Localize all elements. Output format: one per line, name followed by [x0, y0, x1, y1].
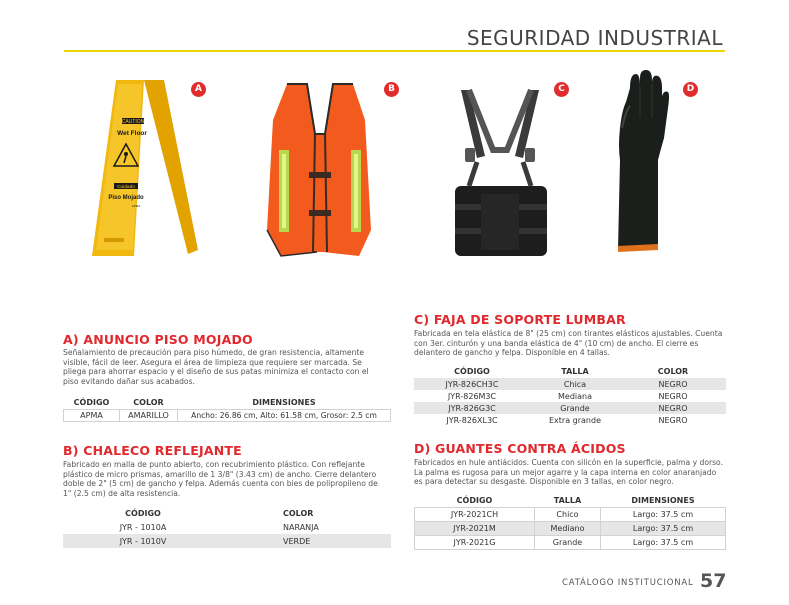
page-number: 57	[700, 570, 727, 592]
product-image-reflective-vest	[257, 80, 383, 260]
table-cell: JYR-2021CH	[415, 508, 535, 522]
table-a-header-dimensiones: DIMENSIONES	[252, 398, 316, 407]
section-description-b: Fabricado en malla de punto abierto, con recubrimiento plástico. Con reflejante plástico de micro prismas, amarillo de 1 3/8" (3.43 cm) de ancho. Cierre delantero doble de 2" (5 cm) de gancho y felpa. Además cuenta con bies de polipropileno de 1" (2.5 cm) de alta resistencia.	[63, 460, 378, 498]
sign-spanish-caution-text: Cuidado	[117, 185, 135, 190]
table-cell: JYR - 1010A	[119, 522, 167, 532]
table-cell: Mediana	[558, 391, 592, 401]
table-row	[414, 414, 726, 426]
table-cell: VERDE	[223, 534, 391, 548]
table-cell: Ancho: 26.86 cm, Alto: 61.58 cm, Grosor: 2.5 cm	[178, 410, 391, 422]
table-d-header-dimensiones: DIMENSIONES	[631, 496, 695, 505]
table-cell: JYR - 1010V	[63, 534, 223, 548]
table-row	[415, 508, 726, 522]
product-badge-a: A	[191, 82, 206, 97]
table-cell: JYR-826M3C	[447, 391, 497, 401]
table-cell: Largo: 37.5 cm	[601, 522, 726, 536]
table-cell: NEGRO	[658, 415, 688, 425]
table-cell: APMA	[64, 410, 120, 422]
table-cell: Mediano	[535, 522, 601, 536]
table-a-header-codigo: CÓDIGO	[73, 398, 110, 407]
header-rule	[64, 50, 725, 52]
table-b-header-color: COLOR	[283, 509, 314, 518]
table-cell: Largo: 37.5 cm	[601, 536, 726, 550]
table-cell: NEGRO	[620, 402, 726, 414]
table-b-header-codigo: CÓDIGO	[125, 509, 161, 518]
sign-caution-text: CAUTION	[121, 119, 145, 125]
footer-catalog-label: CATÁLOGO INSTITUCIONAL	[562, 578, 694, 588]
product-badge-b: B	[384, 82, 399, 97]
table-cell: AMARILLO	[120, 410, 178, 422]
product-image-wet-floor-sign	[86, 74, 202, 260]
table-d	[414, 494, 726, 550]
table-row	[415, 522, 726, 536]
table-cell: Chico	[535, 508, 601, 522]
table-row	[414, 378, 726, 390]
table-row	[63, 534, 391, 548]
table-row	[63, 520, 391, 534]
table-row	[414, 402, 726, 414]
section-description-d: Fabricados en hule antiácidos. Cuenta con silicón en la superficie, palma y dorso. La palma es rugosa para un mejor agarre y la capa interna en color anaranjado es para detectar su desgaste. Disponible en 3 tallas, en color negro.	[414, 458, 723, 487]
table-a	[63, 396, 391, 422]
table-cell: JYR-826XL3C	[446, 415, 498, 425]
table-b	[63, 507, 391, 548]
table-cell: NEGRO	[620, 378, 726, 390]
table-row	[415, 536, 726, 550]
table-cell: Grande	[535, 536, 601, 550]
table-c-header-color: COLOR	[657, 367, 689, 376]
table-cell: Extra grande	[549, 415, 601, 425]
sign-english-text: Wet Floor	[117, 130, 147, 137]
table-d-header-codigo: CÓDIGO	[456, 496, 493, 505]
table-c-header-talla: TALLA	[561, 367, 589, 376]
section-title-c: C) FAJA DE SOPORTE LUMBAR	[414, 312, 626, 327]
table-cell: NEGRO	[658, 391, 688, 401]
table-d-header-talla: TALLA	[553, 496, 582, 505]
table-cell: JYR-2021M	[415, 522, 535, 536]
table-cell: Grande	[530, 402, 620, 414]
section-description-a: Señalamiento de precaución para piso húmedo, de gran resistencia, altamente visible, fácil de leer. Asegura el área de limpieza que requiere ser marcada. Se pliega para ahorrar espacio y el diseño de sus patas minimiza el contacto con el piso evitando dañar sus acabados.	[63, 348, 369, 386]
table-cell: JYR-2021G	[415, 536, 535, 550]
product-badge-c: C	[554, 82, 569, 97]
table-c	[414, 365, 726, 426]
page-title: SEGURIDAD INDUSTRIAL	[466, 26, 723, 50]
section-title-b: B) CHALECO REFLEJANTE	[63, 443, 242, 458]
sign-spanish-text: Piso Mojado	[108, 195, 144, 201]
table-c-header-codigo: CÓDIGO	[454, 367, 490, 376]
section-title-a: A) ANUNCIO PISO MOJADO	[63, 332, 253, 347]
sign-code-text: APMA	[131, 204, 141, 208]
product-image-acid-glove	[612, 68, 674, 254]
table-cell: JYR-826CH3C	[414, 378, 530, 390]
table-row	[414, 390, 726, 402]
product-badge-d: D	[683, 82, 698, 97]
table-cell: JYR-826G3C	[414, 402, 530, 414]
section-title-d: D) GUANTES CONTRA ÁCIDOS	[414, 441, 626, 456]
table-a-header-color: COLOR	[133, 398, 164, 407]
table-cell: Chica	[530, 378, 620, 390]
product-image-lumbar-support	[447, 86, 553, 262]
table-row	[64, 410, 391, 422]
table-cell: Largo: 37.5 cm	[601, 508, 726, 522]
table-cell: NARANJA	[283, 522, 319, 532]
section-description-c: Fabricada en tela elástica de 8" (25 cm) con tirantes elásticos ajustables. Cuenta con 3er. cinturón y una banda elástica de 4" (10 cm) de ancho. El cierre es delantero de gancho y felpa. Disponible en 4 tallas.	[414, 329, 723, 358]
